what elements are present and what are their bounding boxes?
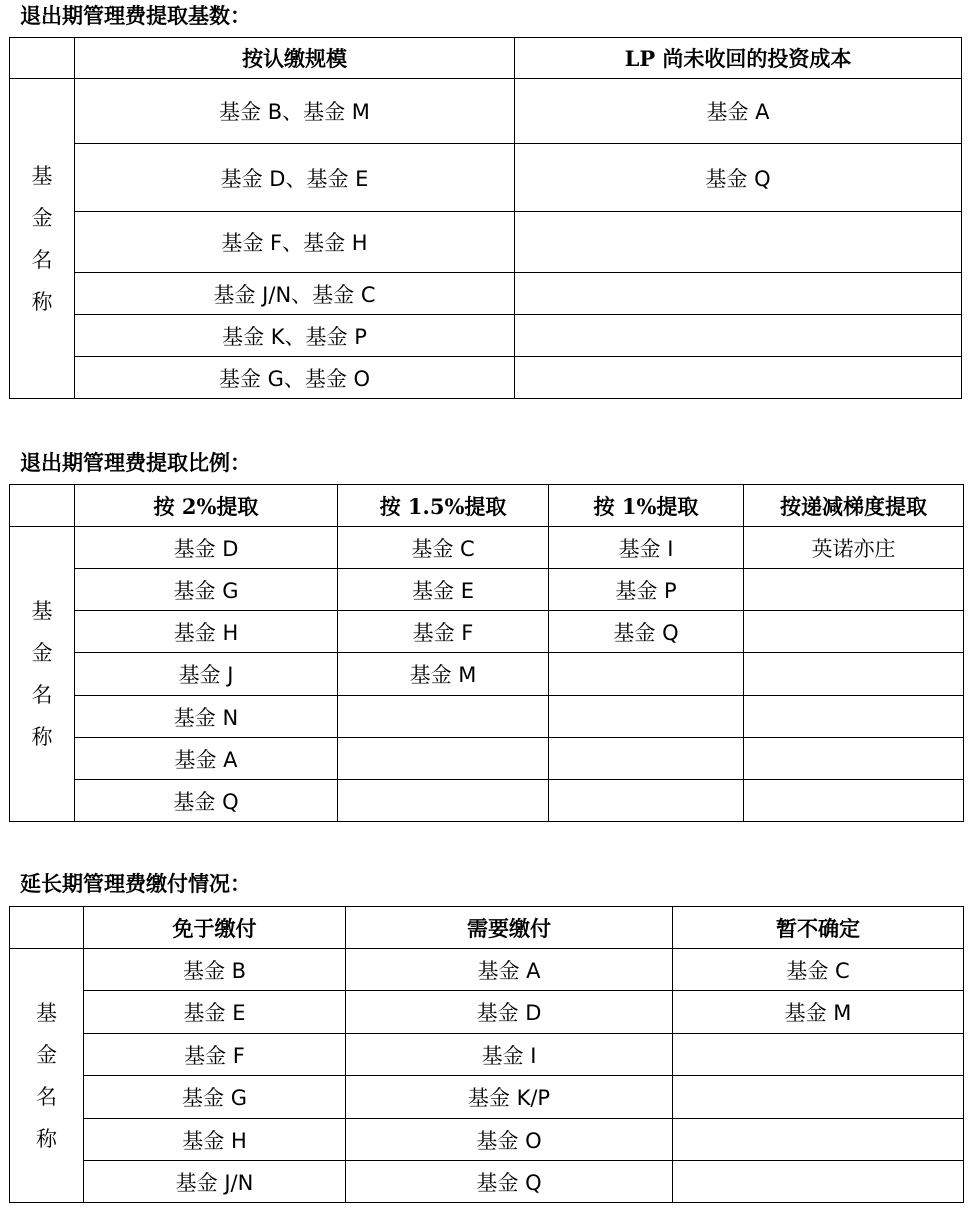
table-cell: 基金 C [673,949,964,991]
table-cell: 基金 I [346,1034,673,1076]
table-row [10,357,962,399]
table-cell [338,696,549,738]
table-cell: 基金 O [346,1119,673,1161]
header-cell: 按 2%提取 [75,485,338,527]
table-row [10,1076,964,1119]
table-exit-fee-rate [9,484,964,822]
table-cell [338,780,549,822]
table-cell [549,653,744,696]
header-corner [10,485,75,527]
table-cell: 基金 K、基金 P [75,315,515,357]
header-corner [10,907,84,949]
table-cell: 基金 Q [346,1161,673,1203]
table-extension-fee-payment [9,906,964,1203]
header-cell: 暂不确定 [673,907,964,949]
side-label-fund-name: 基 金 名 称 [10,527,75,822]
table-cell: 基金 K/P [346,1076,673,1119]
table-cell: 基金 A [515,79,962,144]
table-cell [744,653,964,696]
table-cell: 基金 D [346,991,673,1034]
table-exit-fee-base [9,37,962,399]
table-cell [744,569,964,611]
table-cell: 基金 E [84,991,346,1034]
table-header-row [10,907,964,949]
header-cell: 按 1.5%提取 [338,485,549,527]
table-cell [744,780,964,822]
table-cell: 基金 H [84,1119,346,1161]
table-row [10,569,964,611]
table-cell [549,780,744,822]
table-row [10,1034,964,1076]
table-cell: 基金 D、基金 E [75,144,515,212]
table-cell: 基金 J/N、基金 C [75,273,515,315]
table-row [10,1161,964,1203]
header-cell: 需要缴付 [346,907,673,949]
table-row [10,738,964,780]
table-cell [515,273,962,315]
header-corner [10,38,75,79]
table-row [10,653,964,696]
table-cell: 基金 G、基金 O [75,357,515,399]
header-cell: 按 1%提取 [549,485,744,527]
table-cell [673,1034,964,1076]
table-cell: 基金 P [549,569,744,611]
header-cell: LP 尚未收回的投资成本 [515,38,962,79]
header-cell: 按认缴规模 [75,38,515,79]
header-cell: 免于缴付 [84,907,346,949]
table-cell: 基金 F、基金 H [75,212,515,273]
table-cell: 基金 Q [549,611,744,653]
table-cell: 基金 Q [75,780,338,822]
table-cell: 基金 M [338,653,549,696]
table-row [10,79,962,144]
section2-title: 退出期管理费提取比例： [20,450,251,475]
section3-title: 延长期管理费缴付情况： [20,871,251,896]
table-row [10,1119,964,1161]
table-header-row [10,38,962,79]
table-cell: 基金 N [75,696,338,738]
table-cell: 基金 F [338,611,549,653]
table-cell: 基金 B、基金 M [75,79,515,144]
table-row [10,273,962,315]
table-row [10,991,964,1034]
table-cell: 基金 D [75,527,338,569]
header-cell: 按递减梯度提取 [744,485,964,527]
table-row [10,696,964,738]
section1-title: 退出期管理费提取基数： [20,3,251,28]
table-cell: 基金 J [75,653,338,696]
table-cell: 基金 G [84,1076,346,1119]
table-cell [549,738,744,780]
table-cell: 基金 E [338,569,549,611]
table-row [10,611,964,653]
table-cell [673,1076,964,1119]
table-header-row [10,485,964,527]
table-cell: 英诺亦庄 [744,527,964,569]
table-cell: 基金 A [75,738,338,780]
table-cell: 基金 Q [515,144,962,212]
table-row [10,212,962,273]
table-row [10,527,964,569]
table-cell [515,357,962,399]
table-cell [515,212,962,273]
table-cell [744,738,964,780]
table-cell [744,696,964,738]
table-cell: 基金 I [549,527,744,569]
table-cell [744,611,964,653]
table-row [10,315,962,357]
table-cell [673,1161,964,1203]
table-cell: 基金 A [346,949,673,991]
table-cell [673,1119,964,1161]
table-row [10,780,964,822]
table-cell: 基金 J/N [84,1161,346,1203]
side-label-fund-name: 基 金 名 称 [10,79,75,399]
table-cell: 基金 F [84,1034,346,1076]
table-cell [549,696,744,738]
table-cell: 基金 C [338,527,549,569]
table-cell [338,738,549,780]
table-cell: 基金 G [75,569,338,611]
table-cell: 基金 H [75,611,338,653]
table-cell: 基金 B [84,949,346,991]
table-row [10,949,964,991]
side-label-fund-name: 基 金 名 称 [10,949,84,1203]
table-cell: 基金 M [673,991,964,1034]
table-row [10,144,962,212]
table-cell [515,315,962,357]
